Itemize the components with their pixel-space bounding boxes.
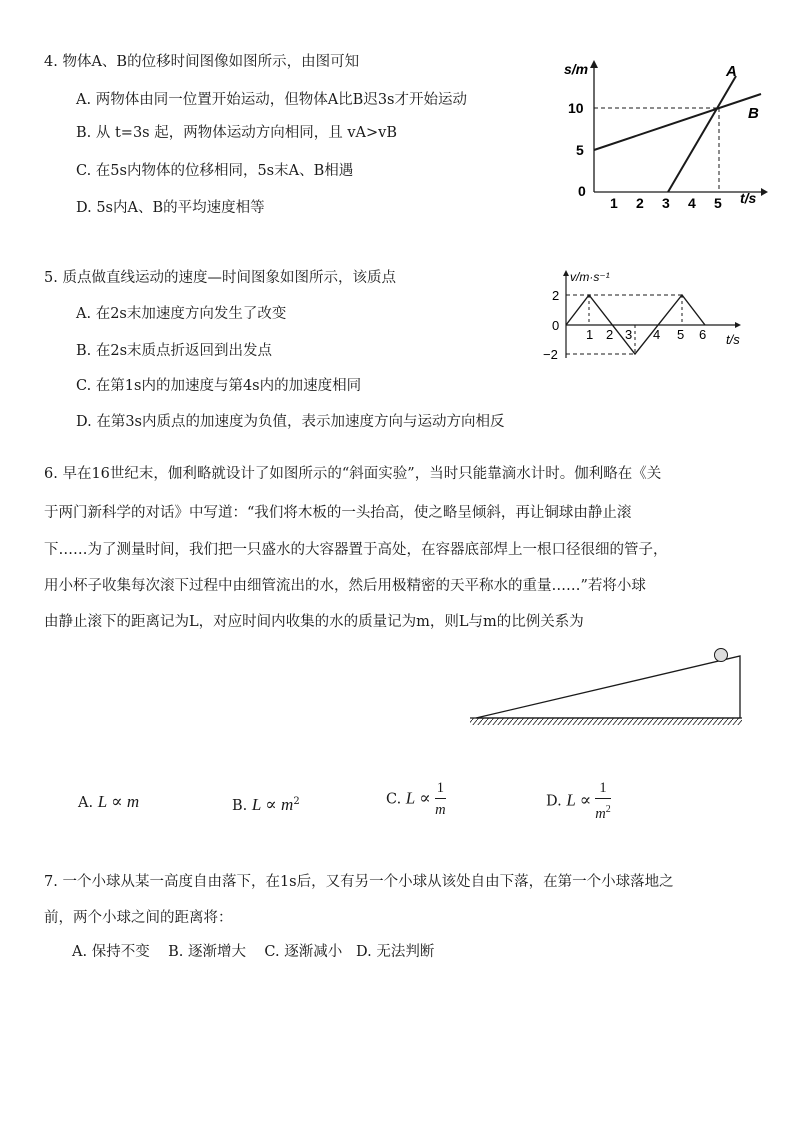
- q5-xtick-3: 3: [625, 327, 633, 342]
- q4-xtick-4: 4: [688, 195, 696, 211]
- q4-xlabel: t/s: [740, 190, 757, 206]
- q5-xtick-1: 1: [586, 327, 594, 342]
- q5-stem: 5. 质点做直线运动的速度—时间图象如图所示，该质点: [44, 270, 396, 286]
- q6-ground-hatch: [470, 718, 742, 725]
- q4-ytick-10: 10: [568, 100, 584, 116]
- q6-incline-diagram: [462, 642, 752, 734]
- q5-ytick-0: 0: [552, 318, 560, 333]
- q4-xtick-1: 1: [610, 195, 618, 211]
- q7-line-1: 7. 一个小球从某一高度自由落下，在1s后，又有另一个小球从该处自由下落，在第一个小球落地之: [44, 874, 674, 890]
- q5-option-a[interactable]: A. 在2s末加速度方向发生了改变: [76, 306, 287, 322]
- q6-option-d[interactable]: D. L ∝ $\frac{1}{m^2}$: [546, 780, 611, 822]
- q5-ylabel: v/m·s⁻¹: [570, 270, 610, 284]
- q4-option-b[interactable]: B. 从 t=3s 起，两物体运动方向相同，且 vA>vB: [76, 125, 398, 141]
- q4-line-b: [594, 94, 761, 150]
- q5-ytick-2: 2: [552, 288, 560, 303]
- q6-line-3: 下……为了测量时间，我们把一只盛水的大容器置于高处，在容器底部焊上一根口径很细的管子，: [44, 542, 668, 558]
- q6-option-a[interactable]: A. L ∝ m: [78, 792, 140, 811]
- q6-line-2: 于两门新科学的对话》中写道：“我们将木板的一头抬高，使之略呈倾斜，再让铜球由静止滚: [44, 505, 632, 521]
- q4-xtick-3: 3: [662, 195, 670, 211]
- q6-ball: [715, 649, 728, 662]
- q7-options[interactable]: A. 保持不变 B. 逐渐增大 C. 逐渐减小 D. 无法判断: [72, 944, 435, 960]
- q5-xtick-2: 2: [606, 327, 614, 342]
- q4-st-graph: [556, 56, 776, 216]
- q5-xtick-6: 6: [699, 327, 707, 342]
- q4-ylabel: s/m: [564, 61, 589, 77]
- q6-option-b[interactable]: B. $L \propto m^2$: [232, 794, 300, 814]
- q6-line-4: 用小杯子收集每次滚下过程中由细管流出的水，然后用极精密的天平称水的重量……”若将小球: [44, 578, 646, 594]
- q4-option-c[interactable]: C. 在5s内物体的位移相同，5s末A、B相遇: [76, 163, 354, 179]
- q4-label-b: B: [748, 105, 759, 122]
- q6-incline: [476, 656, 740, 718]
- q5-xtick-5: 5: [677, 327, 685, 342]
- q4-label-a: A: [726, 63, 737, 80]
- q5-option-c[interactable]: C. 在第1s内的加速度与第4s内的加速度相同: [76, 378, 362, 394]
- q5-ytick-neg2: −2: [543, 347, 558, 362]
- q5-vt-graph: [530, 266, 750, 366]
- q4-ytick-5: 5: [576, 142, 584, 158]
- q5-option-d[interactable]: D. 在第3s内质点的加速度为负值，表示加速度方向与运动方向相反: [76, 414, 505, 430]
- q4-xtick-5: 5: [714, 195, 722, 211]
- q4-option-a[interactable]: A. 两物体由同一位置开始运动，但物体A比B迟3s才开始运动: [76, 92, 467, 108]
- q4-origin: 0: [578, 183, 586, 199]
- q5-xtick-4: 4: [653, 327, 661, 342]
- q5-option-b[interactable]: B. 在2s末质点折返回到出发点: [76, 343, 273, 359]
- q4-xtick-2: 2: [636, 195, 644, 211]
- q6-line-1: 6. 早在16世纪末，伽利略就设计了如图所示的“斜面实验”，当时只能靠滴水计时。伽利略在《关: [44, 466, 662, 482]
- q6-line-5: 由静止滚下的距离记为L，对应时间内收集的水的质量记为m，则L与m的比例关系为: [44, 614, 584, 630]
- q4-stem: 4. 物体A、B的位移时间图像如图所示，由图可知: [44, 54, 360, 70]
- q6-option-c[interactable]: C. L ∝ $\frac{1}{m}$: [386, 780, 446, 818]
- q4-option-d[interactable]: D. 5s内A、B的平均速度相等: [76, 200, 265, 216]
- q5-xlabel: t/s: [726, 332, 740, 347]
- q7-line-2: 前，两个小球之间的距离将：: [44, 910, 233, 926]
- q4-line-a: [668, 76, 736, 192]
